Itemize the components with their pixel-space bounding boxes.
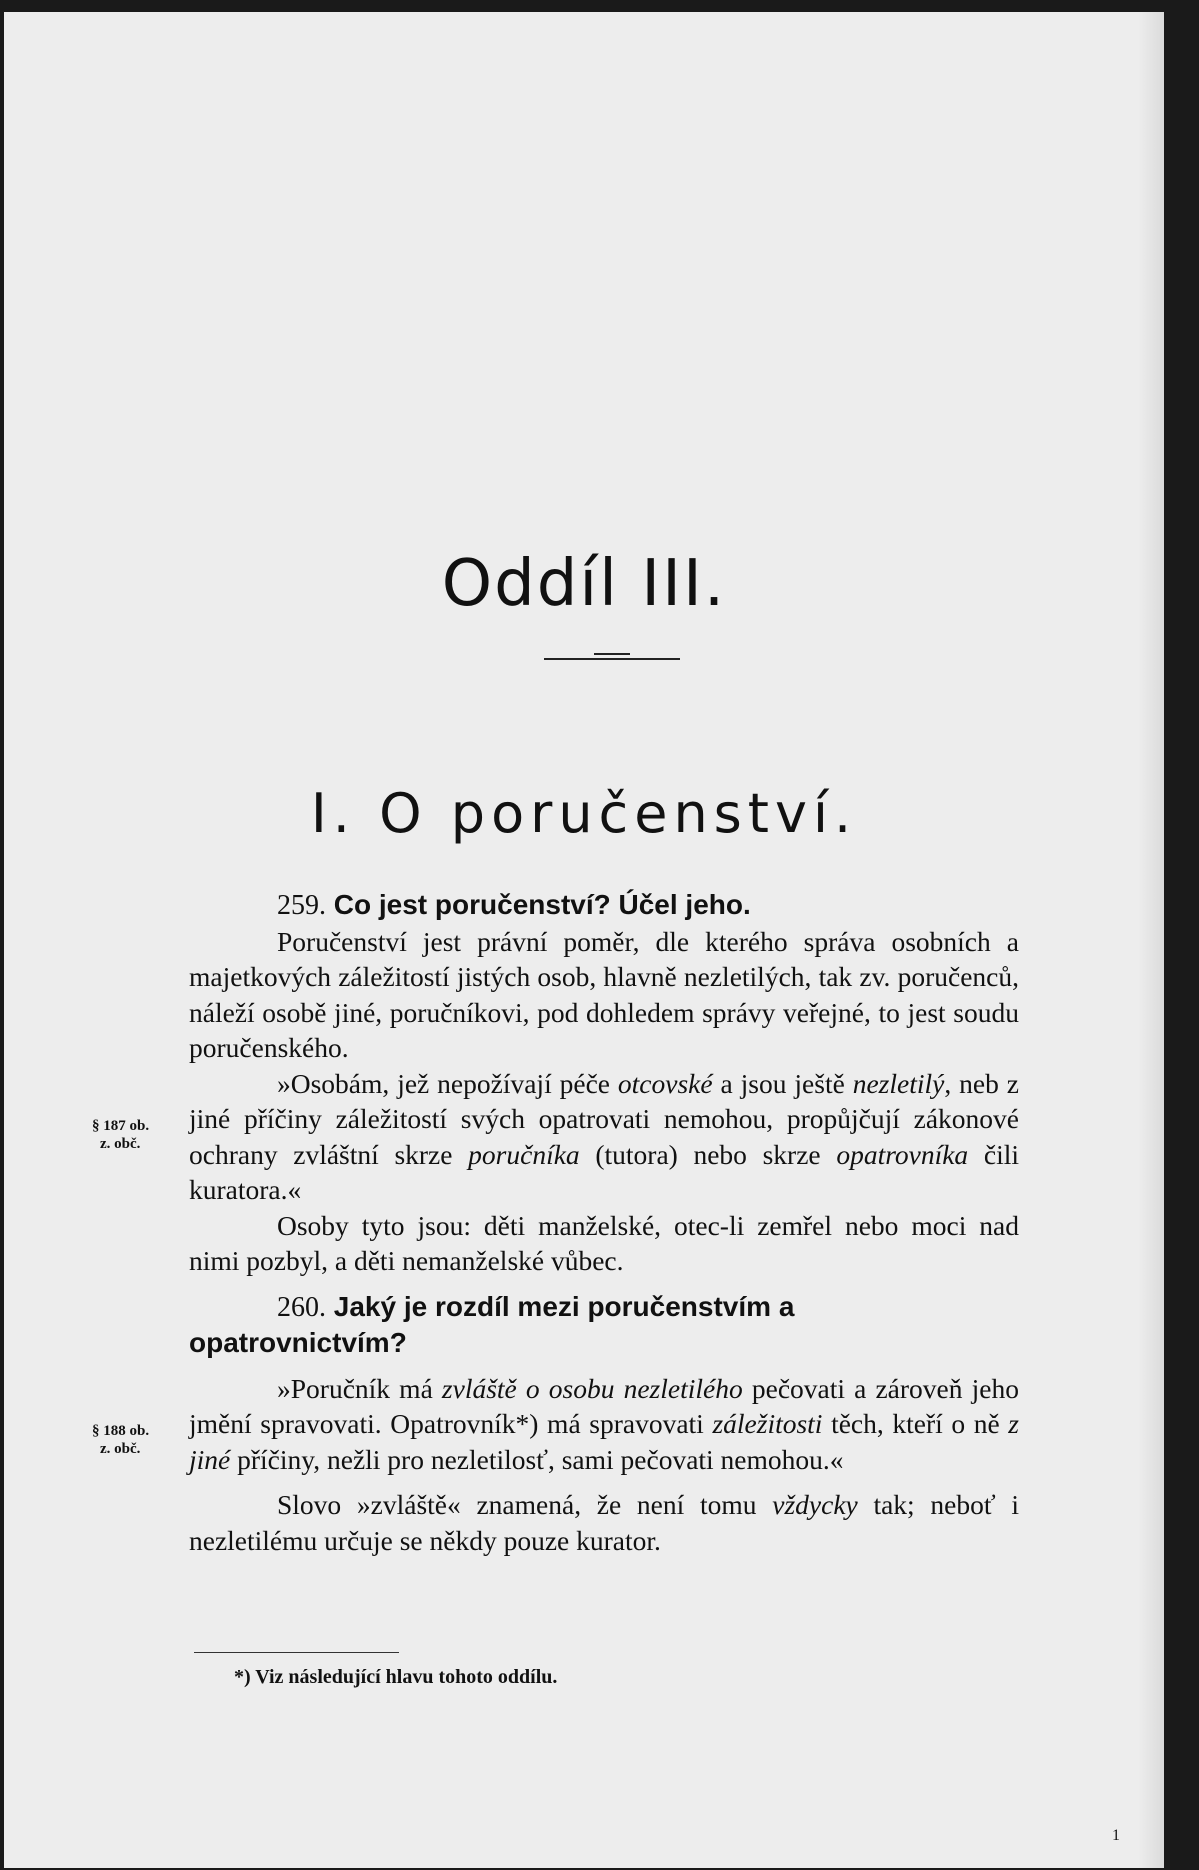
- margin-note-line: § 187 ob.: [92, 1118, 150, 1134]
- corner-mark: 1: [1112, 1827, 1120, 1844]
- section-title: Oddíl III.: [441, 547, 727, 621]
- question-259-heading: [189, 887, 1019, 924]
- question-title: Jaký je rozdíl mezi poručenstvím a opatrovnictvím?: [189, 1290, 795, 1358]
- paragraph: Slovo »zvláště« znamená, že není tomu vždycky tak; neboť i nezletilému určuje se někdy pouze kurator.: [189, 1489, 1019, 1556]
- margin-note-line: § 188 ob.: [92, 1423, 150, 1439]
- question-number: 259.: [277, 890, 326, 921]
- ornamental-divider: [544, 658, 680, 660]
- quote-paragraph: »Poručník má zvláště o osobu nezletilého pečovati a zároveň jeho jmění spravovati. Opatrovník*) má spravovati záležitosti těch, kteří o ně z jiné příčiny, nežli pro nezletilosť, sami pečovati nemohou.«: [189, 1372, 1019, 1475]
- margin-note-188: [92, 1422, 188, 1458]
- book-page: [4, 12, 1164, 1868]
- footnote: *) Viz následující hlavu tohoto oddílu.: [234, 1666, 558, 1688]
- question-title: Co jest poručenství? Účel jeho.: [333, 889, 751, 920]
- question-number: 260.: [277, 1291, 326, 1323]
- main-text: [189, 887, 1019, 1558]
- question-260-heading: [189, 1289, 1019, 1361]
- paragraph: Poručenství jest právní poměr, dle kterého správa osobních a majetkových záležitostí jistých osob, hlavně nezletilých, tak zv. poručenců, náleží osobě jiné, poručníkovi, pod dohledem správy veřejné, to jest soudu poručenského.: [189, 925, 1019, 1063]
- margin-note-187: [92, 1117, 188, 1153]
- margin-note-line: z. obč.: [100, 1136, 141, 1152]
- chapter-title: I. O poručenství.: [310, 782, 858, 845]
- footnote-rule: [194, 1652, 399, 1653]
- margin-note-line: z. obč.: [100, 1441, 141, 1457]
- paragraph: Osoby tyto jsou: děti manželské, otec-li zemřel nebo moci nad nimi pozbyl, a děti nemanželské vůbec.: [189, 1209, 1019, 1276]
- ornamental-divider-center: [594, 653, 630, 655]
- quote-paragraph: »Osobám, jež nepožívají péče otcovské a jsou ještě nezletilý, neb z jiné příčiny záležitostí svých opatrovati nemohou, propůjčují zákonové ochrany zvláštní skrze poručníka (tutora) nebo skrze opatrovníka čili kuratora.«: [189, 1067, 1019, 1205]
- page-edge-shadow: [1138, 12, 1164, 1868]
